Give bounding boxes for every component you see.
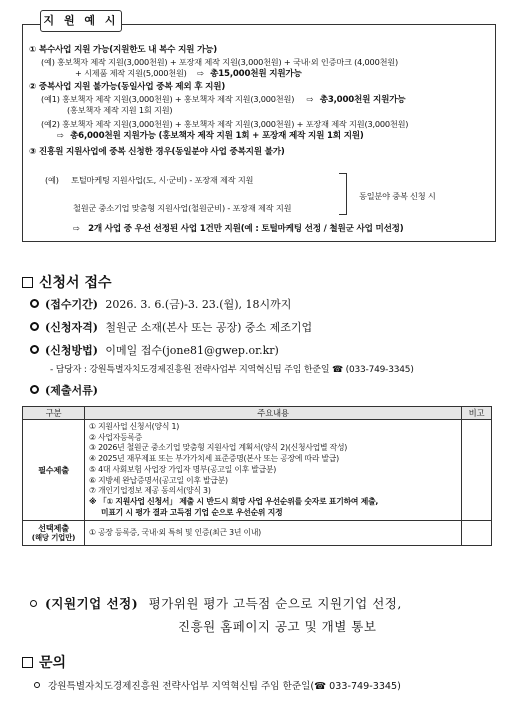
eligibility-label: (신청자격)	[45, 321, 98, 334]
example-rule-2-case-1-text: (예1) 홍보책자 제작 지원(3,000천원) + 홍보책자 제작 지원(3,000천원)	[41, 94, 295, 104]
example-rule-3-result	[73, 223, 404, 235]
example-rule-3-bracket-note: 동일분야 중복 신청 시	[359, 191, 436, 201]
list-item-note: ※ 「① 지원사업 신청서」 제출 시 반드시 희망 사업 우선순위를 숫자로 표기하여 제출,	[89, 496, 379, 506]
circle-bullet-icon	[30, 600, 37, 607]
support-example-box	[22, 24, 496, 242]
optional-category	[23, 521, 85, 546]
table-header-category: 구분	[23, 407, 85, 420]
inquiry-contact-text: 강원특별자치도경제진흥원 전략사업부 지역혁신팀 주임 한준일(☎ 033-749-3345)	[48, 681, 401, 692]
circle-bullet-icon	[30, 322, 39, 331]
list-item-note: 미표기 시 평가 결과 고득점 기업 순으로 우선순위 지정	[101, 507, 283, 517]
example-rule-3-line-1-text: 토털마케팅 지원사업(도, 시·군비) - 포장재 제작 지원	[71, 175, 254, 185]
list-item: ④ 2025년 재무제표 또는 부가가치세 표준증명(본사 또는 공장에 따라 발급)	[89, 454, 339, 464]
arrow-icon: ⇨	[197, 68, 204, 78]
table-header-note: 비고	[462, 407, 492, 420]
example-rule-2-case-1-note: (홍보책자 제작 지원 1회 지원)	[67, 105, 173, 115]
required-category: 필수제출	[23, 420, 85, 521]
application-docs-label	[30, 382, 98, 398]
application-title-text: 신청서 접수	[39, 275, 112, 291]
example-rule-3-prefix: (예)	[45, 175, 59, 185]
example-rule-2-title: ② 중복사업 지원 불가능(동일사업 중복 제외 후 지원)	[29, 82, 226, 92]
table-header-content: 주요내용	[85, 407, 462, 420]
docs-label: (제출서류)	[45, 384, 98, 397]
required-items	[85, 420, 462, 521]
period-value: 2026. 3. 6.(금)-3. 23.(월), 18시까지	[105, 298, 292, 311]
circle-bullet-icon	[30, 345, 39, 354]
optional-note-cell	[462, 521, 492, 546]
arrow-icon: ⇨	[73, 223, 80, 233]
list-item: ① 지원사업 신청서(양식 1)	[89, 422, 180, 431]
list-item: ⑦ 개인기업정보 제공 동의서(양식 3)	[89, 486, 211, 496]
bracket-shape	[339, 173, 347, 215]
application-method	[30, 342, 279, 358]
application-eligibility	[30, 319, 312, 335]
selection-line-1	[30, 594, 402, 612]
example-rule-3-title: ③ 진흥원 지원사업에 중복 신청한 경우(동일분야 사업 중복지원 불가)	[29, 147, 285, 157]
required-note-cell	[462, 420, 492, 521]
circle-bullet-icon	[30, 385, 39, 394]
list-item: ⑤ 4대 사회보험 사업장 가입자 명부(공고일 이후 발급분)	[89, 464, 277, 474]
example-rule-3-result-text: 2개 사업 중 우선 선정된 사업 1건만 지원(예 : 토털마케팅 선정 / 철원군 사업 미선정)	[88, 224, 404, 234]
example-rule-3-line-2: 철원군 중소기업 맞춤형 지원사업(철원군비) - 포장재 제작 지원	[73, 203, 292, 213]
example-rule-2-case-2-result-text: 총6,000천원 지원가능 (홍보책자 제작 지원 1회 + 포장재 제작 지원 1회 지원)	[70, 131, 364, 141]
list-item: ③ 2026년 철원군 중소기업 맞춤형 지원사업 계획서(양식 2)(신청사업별 작성)	[89, 443, 348, 453]
list-item: ⑥ 지방세 완납증명서(공고일 이후 발급분)	[89, 475, 228, 485]
table-row	[23, 420, 492, 521]
application-period	[30, 296, 291, 312]
circle-bullet-icon	[34, 682, 40, 688]
square-bullet-icon	[22, 657, 33, 668]
example-rule-2-case-1	[41, 94, 405, 106]
example-rule-3-line-1	[45, 175, 253, 186]
method-label: (신청방법)	[45, 344, 98, 357]
circle-bullet-icon	[30, 299, 39, 308]
example-rule-2-case-1-result: 총3,000천원 지원가능	[319, 95, 406, 105]
selection-line-2: 진흥원 홈페이지 공고 및 개별 통보	[178, 619, 377, 634]
submission-documents-table	[22, 406, 492, 546]
optional-label-2: (해당 기업만)	[31, 533, 76, 543]
example-rule-1-line-2	[75, 68, 302, 80]
example-rule-1-line-1: (예) 홍보책자 제작 지원(3,000천원) + 포장재 제작 지원(3,000천원) + 국내·외 인증마크 (4,000천원)	[41, 57, 398, 67]
example-rule-1-result: 총15,000천원 지원가능	[210, 69, 302, 79]
optional-items	[85, 521, 462, 546]
application-section-title	[22, 272, 112, 292]
table-row	[23, 521, 492, 546]
inquiry-contact	[34, 678, 401, 692]
table-header-row	[23, 407, 492, 420]
example-tab-label: 지 원 예 시	[40, 10, 122, 32]
period-label: (접수기간)	[45, 298, 98, 311]
selection-label: (지원기업 선정)	[45, 596, 139, 611]
selection-text-1: 평가위원 평가 고득점 순으로 지원기업 선정,	[148, 596, 402, 611]
example-rule-2-case-2-result	[57, 130, 364, 142]
list-item: ① 공장 등록증, 국내·외 특허 및 인증(최근 3년 이내)	[89, 527, 261, 537]
example-rule-1-title: ① 복수사업 지원 가능(지원한도 내 복수 지원 가능)	[29, 45, 218, 55]
example-rule-2-case-2: (예2) 홍보책자 제작 지원(3,000천원) + 홍보책자 제작 지원(3,000천원) + 포장재 제작 지원(3,000천원)	[41, 119, 409, 129]
square-bullet-icon	[22, 277, 33, 288]
list-item: ② 사업자등록증	[89, 432, 143, 442]
method-value: 이메일 접수(jone81@gwep.or.kr)	[105, 344, 279, 357]
eligibility-value: 철원군 소재(본사 또는 공장) 중소 제조기업	[105, 321, 313, 334]
arrow-icon: ⇨	[57, 130, 64, 140]
optional-label-1: 선택제출	[38, 523, 69, 534]
arrow-icon: ⇨	[306, 94, 314, 104]
inquiry-title-text: 문의	[39, 655, 67, 671]
inquiry-section-title	[22, 652, 66, 672]
example-rule-1-line-2-text: + 시제품 제작 지원(5,000천원)	[75, 68, 187, 78]
application-contact: - 담당자 : 강원특별자치도경제진흥원 전략사업부 지역혁신팀 주임 한준일 ☎ (033-749-3345)	[50, 365, 414, 375]
